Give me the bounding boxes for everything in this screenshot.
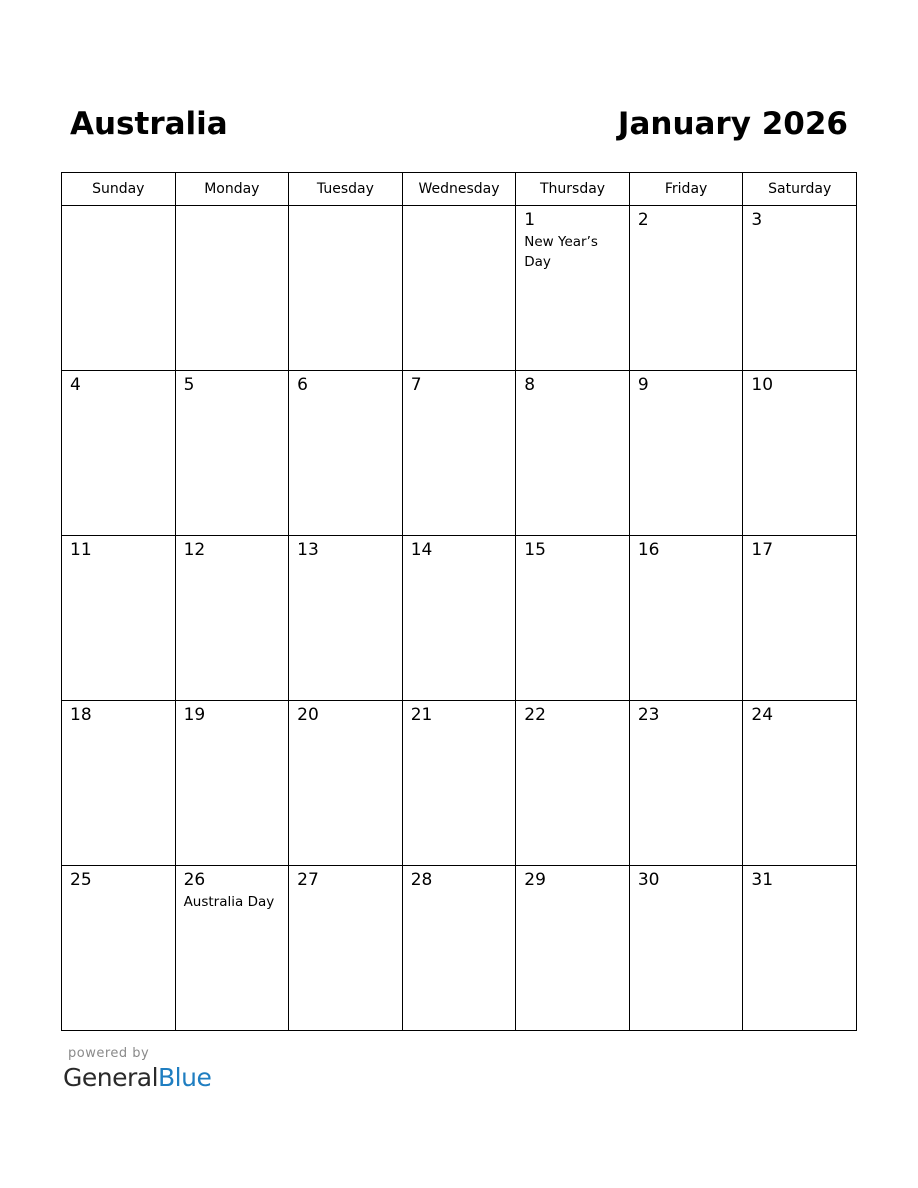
day-cell-content <box>743 701 856 726</box>
day-number: 16 <box>637 540 660 560</box>
day-number: 17 <box>751 540 774 560</box>
day-cell <box>402 866 516 1031</box>
day-cell-content <box>176 701 289 726</box>
calendar-grid <box>61 172 857 1031</box>
day-cell-content <box>516 866 629 891</box>
day-number: 1 <box>524 210 536 230</box>
day-number: 28 <box>410 870 433 890</box>
weekday-header-row <box>62 173 857 206</box>
day-number: 15 <box>524 540 546 560</box>
day-number: 3 <box>751 210 763 230</box>
day-cell-content <box>403 206 516 209</box>
day-cell-content <box>289 206 402 209</box>
day-number: 10 <box>751 375 774 395</box>
day-number: 18 <box>70 705 92 725</box>
week-row <box>62 866 857 1031</box>
day-cell-content <box>176 536 289 561</box>
day-cell <box>743 536 857 701</box>
day-cell-content <box>289 536 402 561</box>
day-number: 11 <box>70 540 92 560</box>
weekday-header-monday: Monday <box>175 173 289 206</box>
day-number: 27 <box>297 870 319 890</box>
day-cell-content <box>630 536 743 561</box>
day-cell <box>516 206 630 371</box>
day-cell <box>402 371 516 536</box>
day-cell <box>289 536 403 701</box>
day-number: 31 <box>751 870 774 890</box>
weekday-header-thursday: Thursday <box>516 173 630 206</box>
day-number: 6 <box>297 375 308 395</box>
day-cell <box>289 206 403 371</box>
day-number: 22 <box>524 705 546 725</box>
day-cell <box>743 206 857 371</box>
weekday-header-wednesday: Wednesday <box>402 173 516 206</box>
day-cell <box>175 206 289 371</box>
day-cell-content <box>176 371 289 396</box>
week-row <box>62 371 857 536</box>
day-cell <box>62 536 176 701</box>
holiday-label: Australia Day <box>183 894 275 910</box>
day-cell <box>402 701 516 866</box>
day-number: 8 <box>524 375 536 395</box>
day-cell-content <box>289 866 402 891</box>
day-cell <box>289 866 403 1031</box>
day-cell-content <box>403 701 516 726</box>
day-cell-content <box>516 701 629 726</box>
day-cell <box>516 371 630 536</box>
day-number: 21 <box>410 705 433 725</box>
day-number: 14 <box>410 540 433 560</box>
day-cell <box>62 701 176 866</box>
day-number: 4 <box>70 375 81 395</box>
day-cell-content <box>62 701 175 726</box>
day-cell-content <box>289 701 402 726</box>
day-cell-content <box>630 701 743 726</box>
day-cell-content <box>176 866 289 912</box>
day-number: 7 <box>410 375 422 395</box>
day-number: 5 <box>183 375 195 395</box>
day-cell-content <box>403 866 516 891</box>
day-cell-content <box>743 536 856 561</box>
week-row <box>62 206 857 371</box>
day-cell <box>516 866 630 1031</box>
day-cell-content <box>743 866 856 891</box>
calendar-body <box>62 206 857 1031</box>
day-cell <box>175 536 289 701</box>
day-cell <box>175 866 289 1031</box>
day-cell <box>289 701 403 866</box>
brand-part-blue: Blue <box>158 1063 212 1092</box>
day-cell <box>175 701 289 866</box>
day-cell <box>289 371 403 536</box>
powered-by-label: powered by <box>68 1046 150 1061</box>
day-cell <box>629 206 743 371</box>
day-number: 29 <box>524 870 546 890</box>
day-cell-content <box>516 536 629 561</box>
day-cell <box>62 866 176 1031</box>
day-cell-content <box>62 206 175 209</box>
day-number: 23 <box>637 705 660 725</box>
day-cell <box>743 866 857 1031</box>
day-cell-content <box>62 536 175 561</box>
brand-part-general: General <box>63 1063 159 1092</box>
day-cell <box>743 701 857 866</box>
day-cell-content <box>743 206 856 231</box>
day-number: 2 <box>637 210 649 230</box>
day-cell-content <box>630 866 743 891</box>
day-number: 20 <box>297 705 319 725</box>
weekday-header-sunday: Sunday <box>62 173 176 206</box>
country-title: Australia <box>70 106 228 142</box>
day-cell <box>62 371 176 536</box>
day-number: 25 <box>70 870 92 890</box>
day-number: 12 <box>183 540 206 560</box>
week-row <box>62 701 857 866</box>
day-number: 26 <box>183 870 206 890</box>
holiday-label: New Year’s Day <box>524 234 598 270</box>
day-cell <box>402 206 516 371</box>
day-cell <box>516 536 630 701</box>
weekday-header-friday: Friday <box>629 173 743 206</box>
day-cell-content <box>630 371 743 396</box>
day-cell-content <box>630 206 743 231</box>
day-cell-content <box>176 206 289 209</box>
day-cell-content <box>743 371 856 396</box>
day-number: 13 <box>297 540 319 560</box>
day-cell <box>175 371 289 536</box>
day-cell <box>629 866 743 1031</box>
day-cell-content <box>403 371 516 396</box>
day-cell <box>516 701 630 866</box>
day-cell <box>402 536 516 701</box>
day-number: 30 <box>637 870 660 890</box>
month-title: January 2026 <box>617 106 848 142</box>
day-cell <box>629 371 743 536</box>
day-cell-content <box>516 371 629 396</box>
weekday-header-saturday: Saturday <box>743 173 857 206</box>
day-cell-content <box>403 536 516 561</box>
day-cell-content <box>289 371 402 396</box>
day-cell <box>743 371 857 536</box>
day-cell-content <box>62 371 175 396</box>
day-cell <box>62 206 176 371</box>
weekday-header-tuesday: Tuesday <box>289 173 403 206</box>
day-cell <box>629 701 743 866</box>
day-cell-content <box>62 866 175 891</box>
day-number: 9 <box>637 375 649 395</box>
generalblue-logo <box>63 1062 211 1094</box>
week-row <box>62 536 857 701</box>
day-number: 24 <box>751 705 774 725</box>
day-number: 19 <box>183 705 206 725</box>
day-cell-content <box>516 206 629 272</box>
day-cell <box>629 536 743 701</box>
